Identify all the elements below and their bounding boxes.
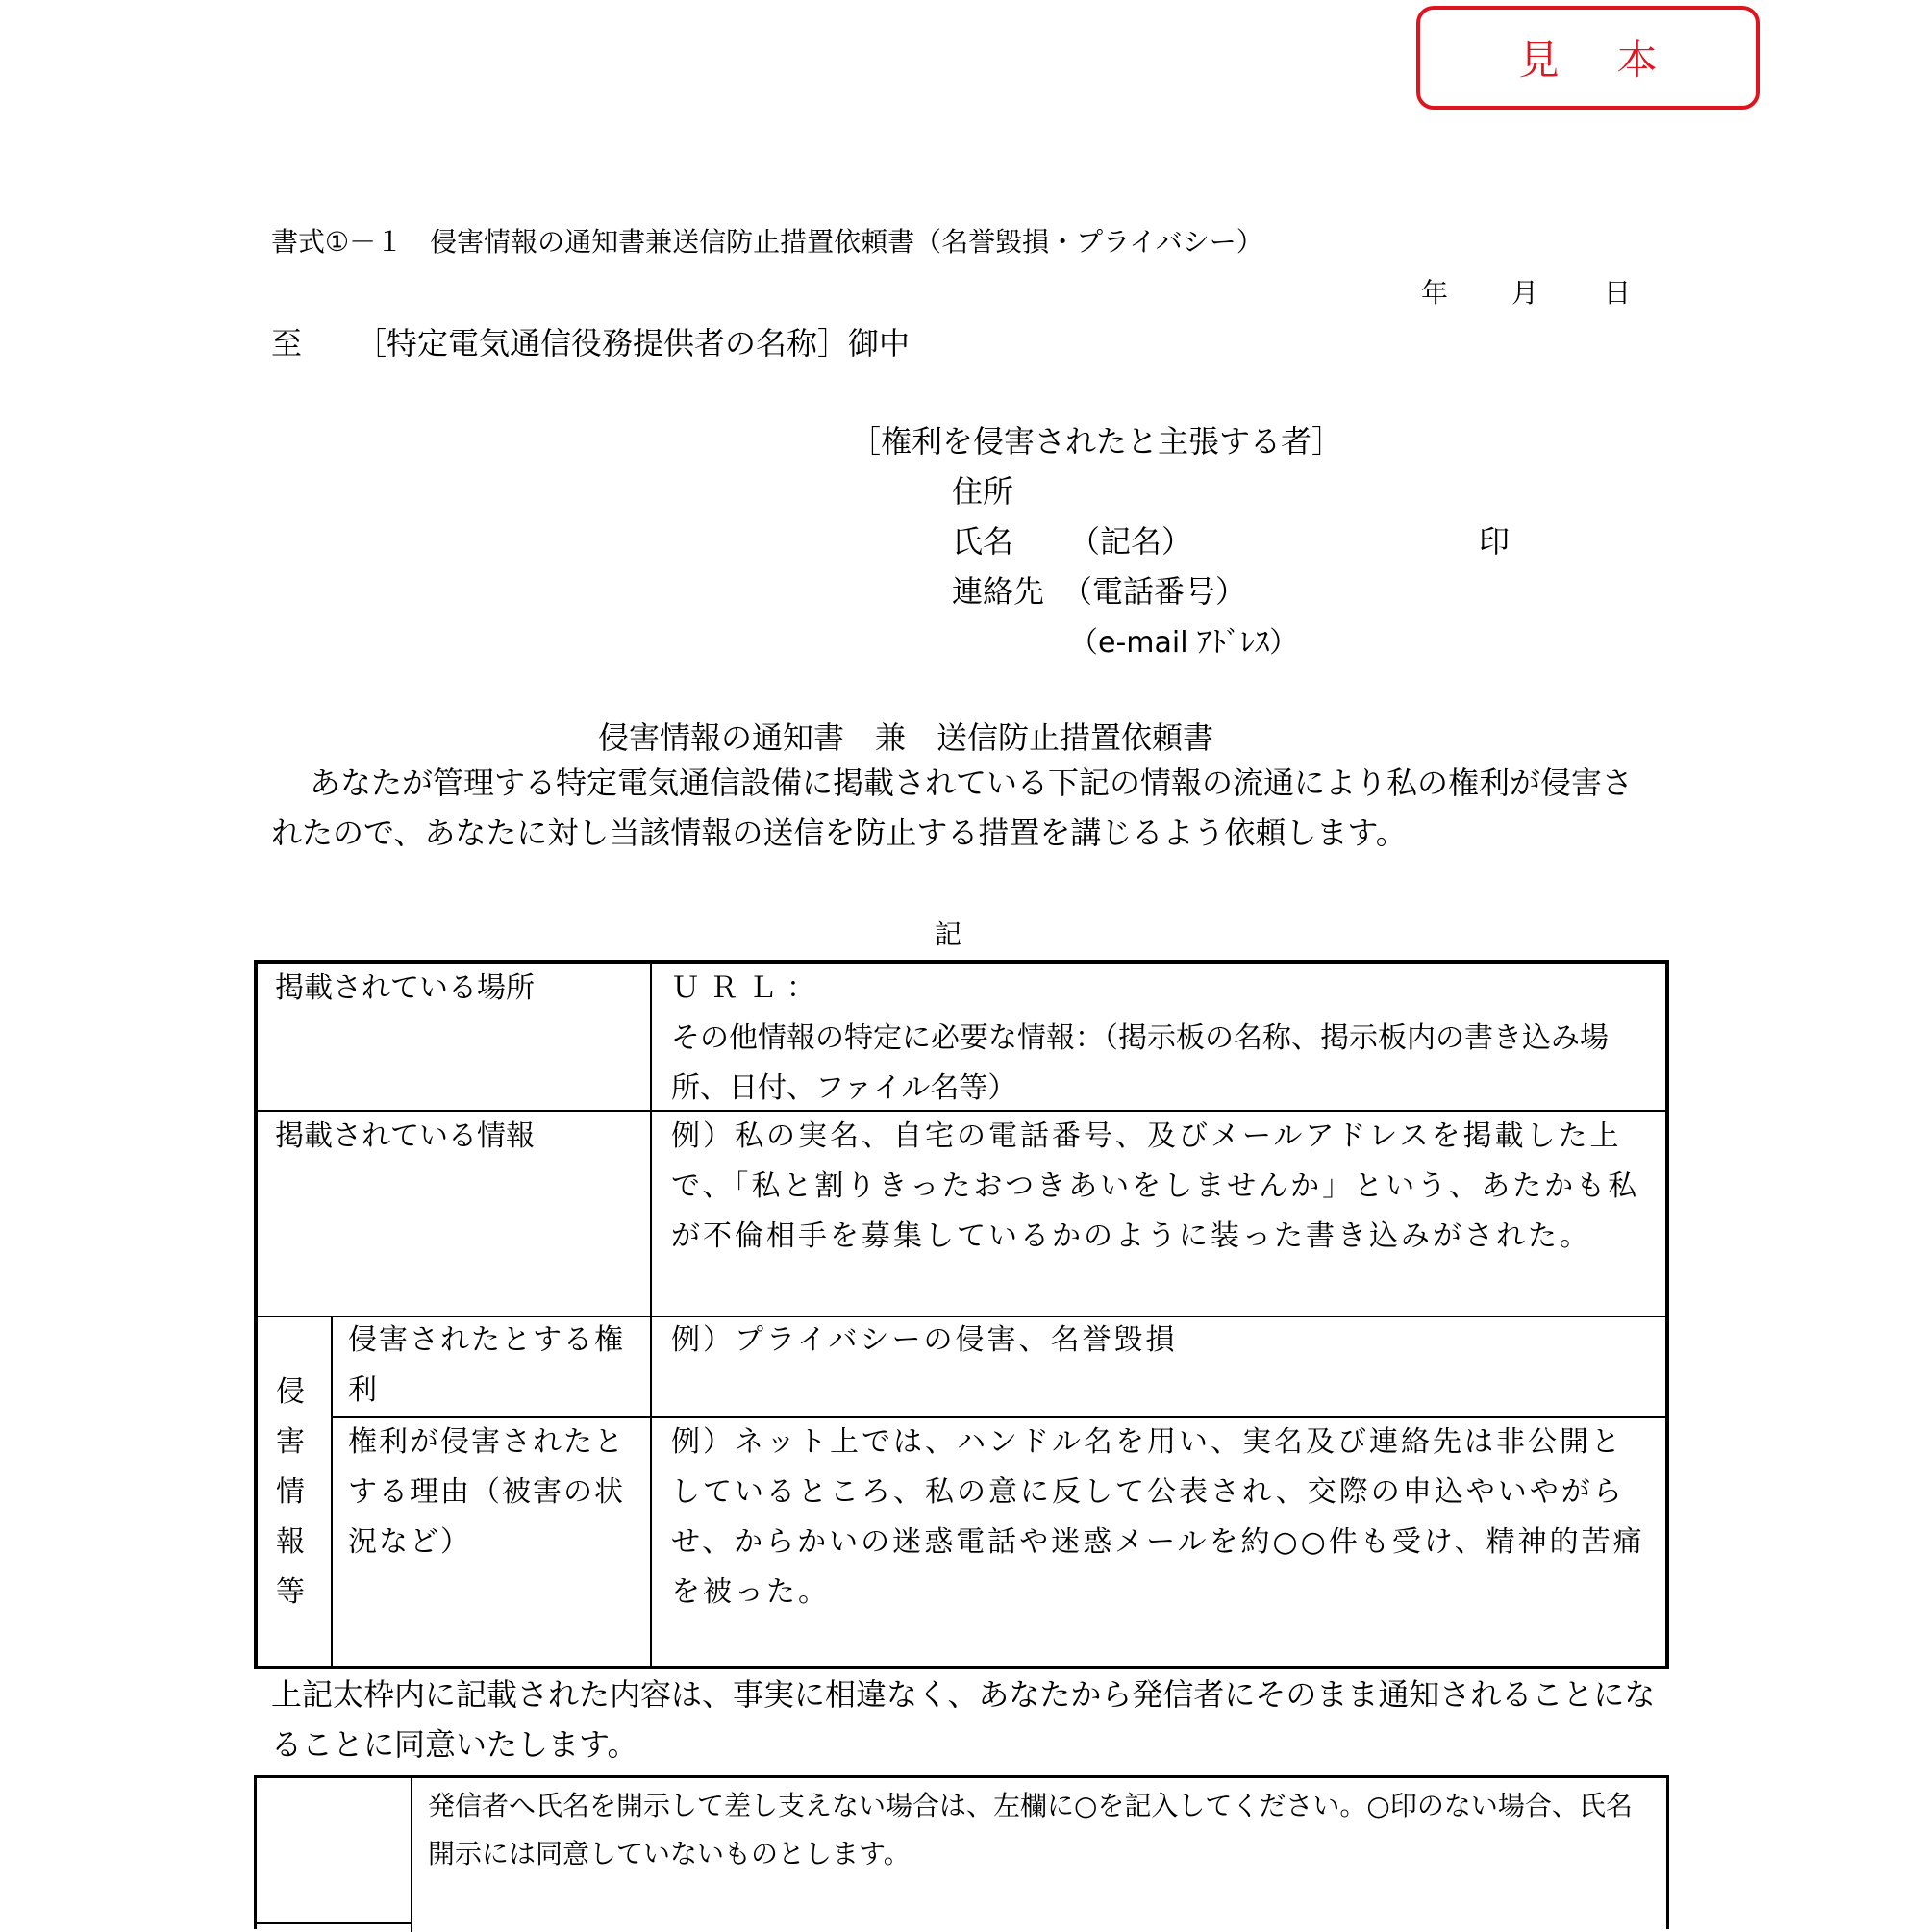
right-example: 例）プライバシーの侵害、名誉毀損 bbox=[671, 1323, 1178, 1357]
row-label-location: 掲載されている場所 bbox=[275, 971, 535, 1005]
addressee-prefix: 至 bbox=[271, 325, 303, 362]
group-label-infringement: 侵害情報等 bbox=[276, 1375, 305, 1609]
address-label: 住所 bbox=[952, 473, 1014, 510]
claimant-heading: ［権利を侵害されたと主張する者］ bbox=[850, 423, 1343, 460]
content-example: 例）私の実名、自宅の電話番号、及びメールアドレスを掲載した上で、「私と割りきったおつきあいをしませんか」という、あたかも私が不倫相手を募集しているかのように装った書き込みがされた。 bbox=[671, 1119, 1640, 1253]
name-hint: （記名） bbox=[1069, 523, 1193, 560]
ki-label: 記 bbox=[935, 918, 962, 950]
info-table bbox=[254, 960, 1669, 1669]
contact-label: 連絡先 bbox=[952, 573, 1045, 610]
disclosure-note: 発信者へ氏名を開示して差し支えない場合は、左欄に○を記入してください。○印のない場合、氏名開示には同意していないものとします。 bbox=[428, 1790, 1633, 1869]
checkbox-bottom-line bbox=[257, 1922, 412, 1924]
sample-stamp bbox=[1416, 6, 1760, 110]
seal-label: 印 bbox=[1479, 523, 1511, 560]
row-label-right: 侵害されたとする権利 bbox=[348, 1323, 625, 1407]
group-divider bbox=[331, 1316, 333, 1666]
document-title: 侵害情報の通知書 兼 送信防止措置依頼書 bbox=[598, 719, 1214, 756]
reason-example: 例）ネット上では、ハンドル名を用い、実名及び連絡先は非公開としているところ、私の意に反して公表され、交際の申込やいやがらせ、からかいの迷惑電話や迷惑メールを約○○件も受け、精神的苦痛を被った。 bbox=[671, 1425, 1645, 1609]
phone-hint: （電話番号） bbox=[1061, 573, 1247, 610]
form-title: 書式①－１ 侵害情報の通知書兼送信防止措置依頼書（名誉毀損・プライバシー） bbox=[271, 226, 1263, 258]
other-info-label: その他情報の特定に必要な情報：（掲示板の名称、掲示板内の書き込み場所、日付、ファイル名等） bbox=[671, 1021, 1609, 1105]
row-label-content: 掲載されている情報 bbox=[275, 1119, 535, 1153]
name-label: 氏名 bbox=[952, 523, 1014, 560]
date-year: 年 bbox=[1421, 277, 1449, 309]
email-hint: （e-mail ｱﾄﾞﾚｽ） bbox=[1069, 626, 1299, 660]
date-day: 日 bbox=[1604, 277, 1632, 309]
consent-paragraph: 上記太枠内に記載された内容は、事実に相違なく、あなたから発信者にそのまま通知されることになることに同意いたします。 bbox=[271, 1676, 1656, 1763]
intro-paragraph: あなたが管理する特定電気通信設備に掲載されている下記の情報の流通により私の権利が侵害されたので、あなたに対し当該情報の送信を防止する措置を講じるよう依頼します。 bbox=[271, 765, 1634, 851]
column-divider bbox=[650, 964, 652, 1666]
date-month: 月 bbox=[1511, 277, 1539, 309]
row-label-reason: 権利が侵害されたとする理由（被害の状況など） bbox=[348, 1425, 625, 1559]
checkbox-column-divider bbox=[411, 1778, 412, 1932]
consent-mark-cell[interactable] bbox=[257, 1778, 409, 1920]
addressee: ［特定電気通信役務提供者の名称］御中 bbox=[356, 325, 911, 362]
disclosure-table bbox=[254, 1775, 1669, 1929]
sample-stamp-label: 見本 bbox=[1518, 37, 1715, 84]
url-label: ＵＲＬ： bbox=[671, 971, 825, 1005]
